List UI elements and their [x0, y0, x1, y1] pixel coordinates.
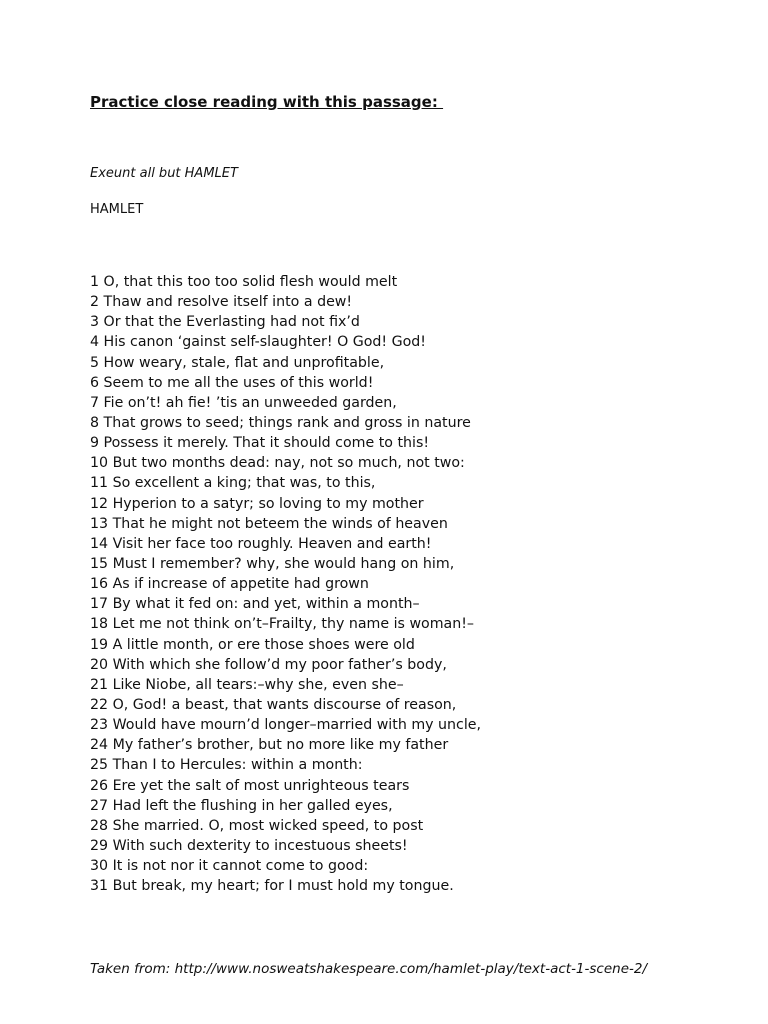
line-number: 8 [90, 414, 100, 431]
line-text: My father’s brother, but no more like my father [112, 737, 449, 754]
source-citation: Taken from: http://www.nosweatshakespeare.com/hamlet-play/text-act-1-scene-2/ [90, 961, 648, 977]
line-number: 14 [90, 535, 109, 552]
line-text: A little month, or ere those shoes were old [112, 636, 415, 653]
passage-line [90, 735, 481, 755]
passage-line [90, 614, 481, 634]
line-text: That he might not beteem the winds of heaven [112, 515, 448, 532]
line-number: 19 [90, 636, 109, 653]
line-text: Ere yet the salt of most unrighteous tears [112, 777, 410, 794]
line-number: 2 [90, 294, 100, 311]
line-text: But two months dead: nay, not so much, not two: [112, 455, 465, 472]
line-number: 27 [90, 797, 109, 814]
speaker-name: HAMLET [90, 202, 144, 217]
line-number: 6 [90, 374, 100, 391]
line-text: That grows to seed; things rank and gross in nature [103, 414, 471, 431]
line-text: So excellent a king; that was, to this, [112, 475, 376, 492]
line-number: 7 [90, 394, 100, 411]
line-text: Hyperion to a satyr; so loving to my mother [112, 495, 424, 512]
passage-line [90, 393, 481, 413]
line-text: His canon ‘gainst self-slaughter! O God! God! [103, 334, 426, 351]
passage-line [90, 635, 481, 655]
passage-line [90, 796, 481, 816]
line-number: 1 [90, 274, 100, 290]
line-number: 24 [90, 737, 109, 754]
line-number: 26 [90, 777, 109, 794]
passage-line [90, 574, 481, 594]
passage-line [90, 514, 481, 534]
passage-line [90, 554, 481, 574]
line-number: 4 [90, 334, 100, 351]
passage-line [90, 776, 481, 796]
line-text: With such dexterity to incestuous sheets! [112, 837, 408, 854]
passage-line [90, 715, 481, 735]
passage-line [90, 494, 481, 514]
line-text: O, God! a beast, that wants discourse of reason, [112, 696, 457, 713]
line-text: With which she follow’d my poor father’s body, [112, 656, 447, 673]
passage-line [90, 816, 481, 836]
passage-lines [90, 272, 481, 896]
passage-line [90, 373, 481, 393]
line-text: Possess it merely. That it should come to this! [103, 435, 430, 452]
line-text: Must I remember? why, she would hang on him, [112, 555, 455, 572]
line-number: 15 [90, 555, 109, 572]
passage-line [90, 353, 481, 373]
line-number: 20 [90, 656, 109, 673]
page-title: Practice close reading with this passage: [90, 93, 444, 111]
line-text: How weary, stale, flat and unprofitable, [103, 354, 385, 371]
line-number: 30 [90, 858, 109, 875]
line-number: 25 [90, 757, 109, 774]
line-text: It is not nor it cannot come to good: [112, 858, 369, 875]
passage-line [90, 856, 481, 876]
passage-line [90, 413, 481, 433]
line-number: 21 [90, 676, 109, 693]
line-text: Fie on’t! ah fie! ’tis an unweeded garden, [103, 394, 397, 411]
line-number: 13 [90, 515, 109, 532]
line-text: O, that this too too solid flesh would melt [103, 274, 398, 290]
line-number: 3 [90, 314, 100, 331]
line-text: By what it fed on: and yet, within a month– [112, 596, 420, 613]
line-number: 16 [90, 576, 109, 593]
line-number: 12 [90, 495, 109, 512]
passage-line [90, 453, 481, 473]
passage-line [90, 332, 481, 352]
line-text: But break, my heart; for I must hold my tongue. [112, 878, 454, 895]
line-number: 29 [90, 837, 109, 854]
line-number: 22 [90, 696, 109, 713]
line-number: 28 [90, 817, 109, 834]
passage-line [90, 836, 481, 856]
passage-line [90, 876, 481, 896]
line-number: 23 [90, 717, 109, 734]
line-number: 9 [90, 435, 100, 452]
line-number: 18 [90, 616, 109, 633]
line-text: Like Niobe, all tears:–why she, even she– [112, 676, 404, 693]
line-number: 5 [90, 354, 100, 371]
line-text: Than I to Hercules: within a month: [112, 757, 363, 774]
line-text: Thaw and resolve itself into a dew! [103, 294, 353, 311]
line-text: As if increase of appetite had grown [112, 576, 369, 593]
line-text: Would have mourn’d longer–married with my uncle, [112, 717, 482, 734]
passage-line [90, 755, 481, 775]
passage-line [90, 655, 481, 675]
line-text: Or that the Everlasting had not fix’d [103, 314, 360, 331]
line-number: 17 [90, 596, 109, 613]
passage-line [90, 433, 481, 453]
line-number: 11 [90, 475, 109, 492]
passage-line [90, 594, 481, 614]
stage-direction: Exeunt all but HAMLET [90, 166, 238, 181]
passage-line [90, 534, 481, 554]
line-text: She married. O, most wicked speed, to post [112, 817, 424, 834]
passage-line [90, 473, 481, 493]
passage-line [90, 272, 481, 292]
line-text: Visit her face too roughly. Heaven and earth! [112, 535, 432, 552]
line-text: Seem to me all the uses of this world! [103, 374, 374, 391]
line-number: 10 [90, 455, 109, 472]
line-text: Had left the flushing in her galled eyes, [112, 797, 393, 814]
line-number: 31 [90, 878, 109, 895]
passage-line [90, 312, 481, 332]
line-text: Let me not think on’t–Frailty, thy name is woman!– [112, 616, 475, 633]
passage-line [90, 292, 481, 312]
passage-line [90, 695, 481, 715]
passage-line [90, 675, 481, 695]
